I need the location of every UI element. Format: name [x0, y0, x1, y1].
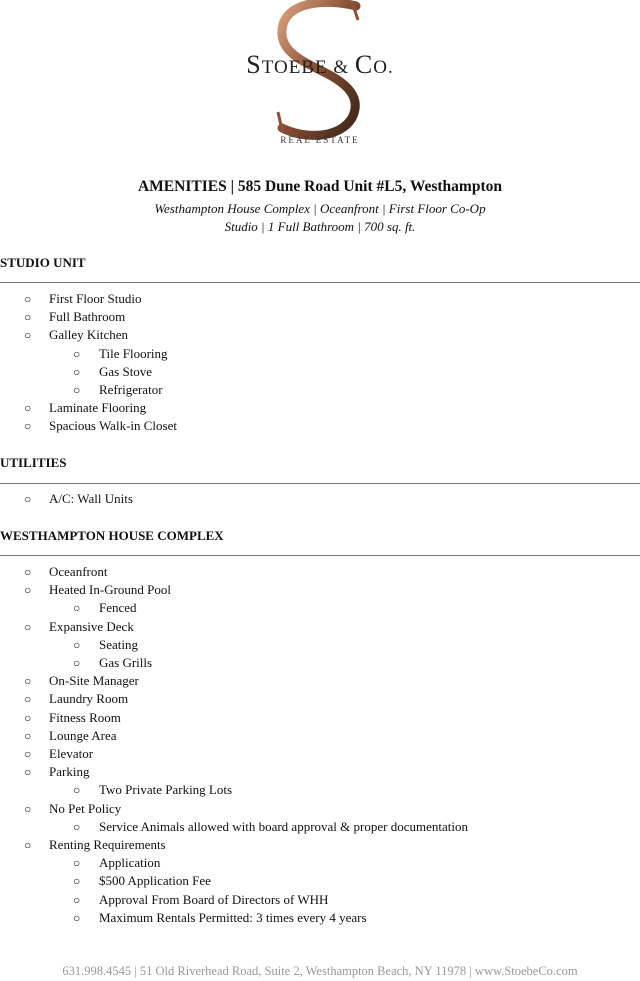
bullet-icon: ○: [73, 601, 81, 616]
bullet-icon: ○: [24, 401, 32, 416]
bullet-icon: ○: [24, 838, 32, 852]
bullet-icon: ○: [24, 765, 32, 780]
list-item: Heated In-Ground Pool: [49, 582, 172, 598]
section-title: UTILITIES: [0, 455, 67, 470]
bullet-icon: ○: [73, 637, 81, 652]
sub-list-item: Seating: [99, 636, 138, 652]
sub-list-item: $500 Application Fee: [99, 873, 211, 889]
bullet-icon: ○: [24, 492, 32, 506]
bullet-icon: ○: [73, 346, 81, 361]
list-item: Lounge Area: [49, 727, 117, 743]
list-item: No Pet Policy: [49, 800, 122, 816]
sub-list-item: Maximum Rentals Permitted: 3 times every 4 years: [99, 909, 367, 925]
bullet-icon: ○: [24, 728, 32, 743]
footer-contact: 631.998.4545 | 51 Old Riverhead Road, Suite 2, Westhampton Beach, NY 11978 | www.StoebeCo.com: [62, 964, 578, 978]
bullet-icon: ○: [73, 364, 81, 379]
bullet-icon: ○: [24, 710, 32, 725]
unit-summary: Studio | 1 Full Bathroom | 700 sq. ft.: [224, 219, 416, 234]
section-divider: [0, 483, 640, 484]
sub-list-item: Refrigerator: [99, 382, 163, 397]
bullet-icon: ○: [24, 619, 32, 634]
list-item: First Floor Studio: [49, 291, 142, 306]
list-item: Parking: [49, 764, 90, 780]
sub-list-item: Gas Stove: [99, 363, 153, 379]
list-item: Fitness Room: [49, 709, 121, 725]
property-summary: Westhampton House Complex | Oceanfront | First Floor Co-Op: [154, 201, 486, 216]
bullet-icon: ○: [24, 310, 32, 325]
section-divider: [0, 282, 640, 283]
page-title: AMENITIES | 585 Dune Road Unit #L5, Westhampton: [137, 178, 502, 195]
bullet-icon: ○: [73, 383, 81, 397]
bullet-icon: ○: [73, 783, 81, 798]
list-item: Renting Requirements: [49, 837, 166, 852]
bullet-icon: ○: [73, 892, 81, 907]
sub-list-item: Application: [99, 855, 161, 871]
section-divider: [0, 555, 640, 556]
bullet-icon: ○: [24, 328, 32, 343]
list-item: Expansive Deck: [49, 618, 134, 634]
list-item: Spacious Walk-in Closet: [49, 418, 177, 434]
bullet-icon: ○: [24, 583, 32, 598]
bullet-icon: ○: [24, 292, 32, 306]
company-logo: [0, 0, 640, 150]
list-item: On-Site Manager: [49, 673, 139, 689]
sub-list-item: Gas Grills: [99, 655, 153, 670]
section-title: STUDIO UNIT: [0, 255, 86, 270]
bullet-icon: ○: [73, 856, 81, 871]
bullet-icon: ○: [73, 874, 81, 889]
bullet-icon: ○: [73, 910, 81, 925]
list-item: Full Bathroom: [49, 309, 126, 325]
list-item: Galley Kitchen: [49, 327, 129, 343]
list-item: Laundry Room: [49, 691, 129, 707]
bullet-icon: ○: [73, 656, 81, 670]
list-item: Laminate Flooring: [49, 400, 147, 416]
sub-list-item: Service Animals allowed with board approval & proper documentation: [99, 818, 468, 834]
brand-subtitle: REAL ESTATE: [280, 135, 360, 145]
sub-list-item: Tile Flooring: [99, 345, 168, 361]
bullet-icon: ○: [24, 801, 32, 816]
brand-name: STOEBE & CO.: [246, 50, 394, 79]
sub-list-item: Fenced: [99, 600, 137, 616]
sub-list-item: Approval From Board of Directors of WHH: [99, 891, 329, 907]
bullet-icon: ○: [24, 747, 32, 761]
bullet-icon: ○: [24, 692, 32, 707]
sub-list-item: Two Private Parking Lots: [99, 782, 233, 798]
section-title: WESTHAMPTON HOUSE COMPLEX: [0, 528, 224, 543]
bullet-icon: ○: [24, 419, 32, 434]
bullet-icon: ○: [24, 674, 32, 689]
bullet-icon: ○: [73, 819, 81, 834]
list-item: Oceanfront: [49, 564, 108, 579]
bullet-icon: ○: [24, 565, 32, 579]
list-item: Elevator: [49, 746, 94, 761]
list-item: A/C: Wall Units: [49, 491, 133, 506]
